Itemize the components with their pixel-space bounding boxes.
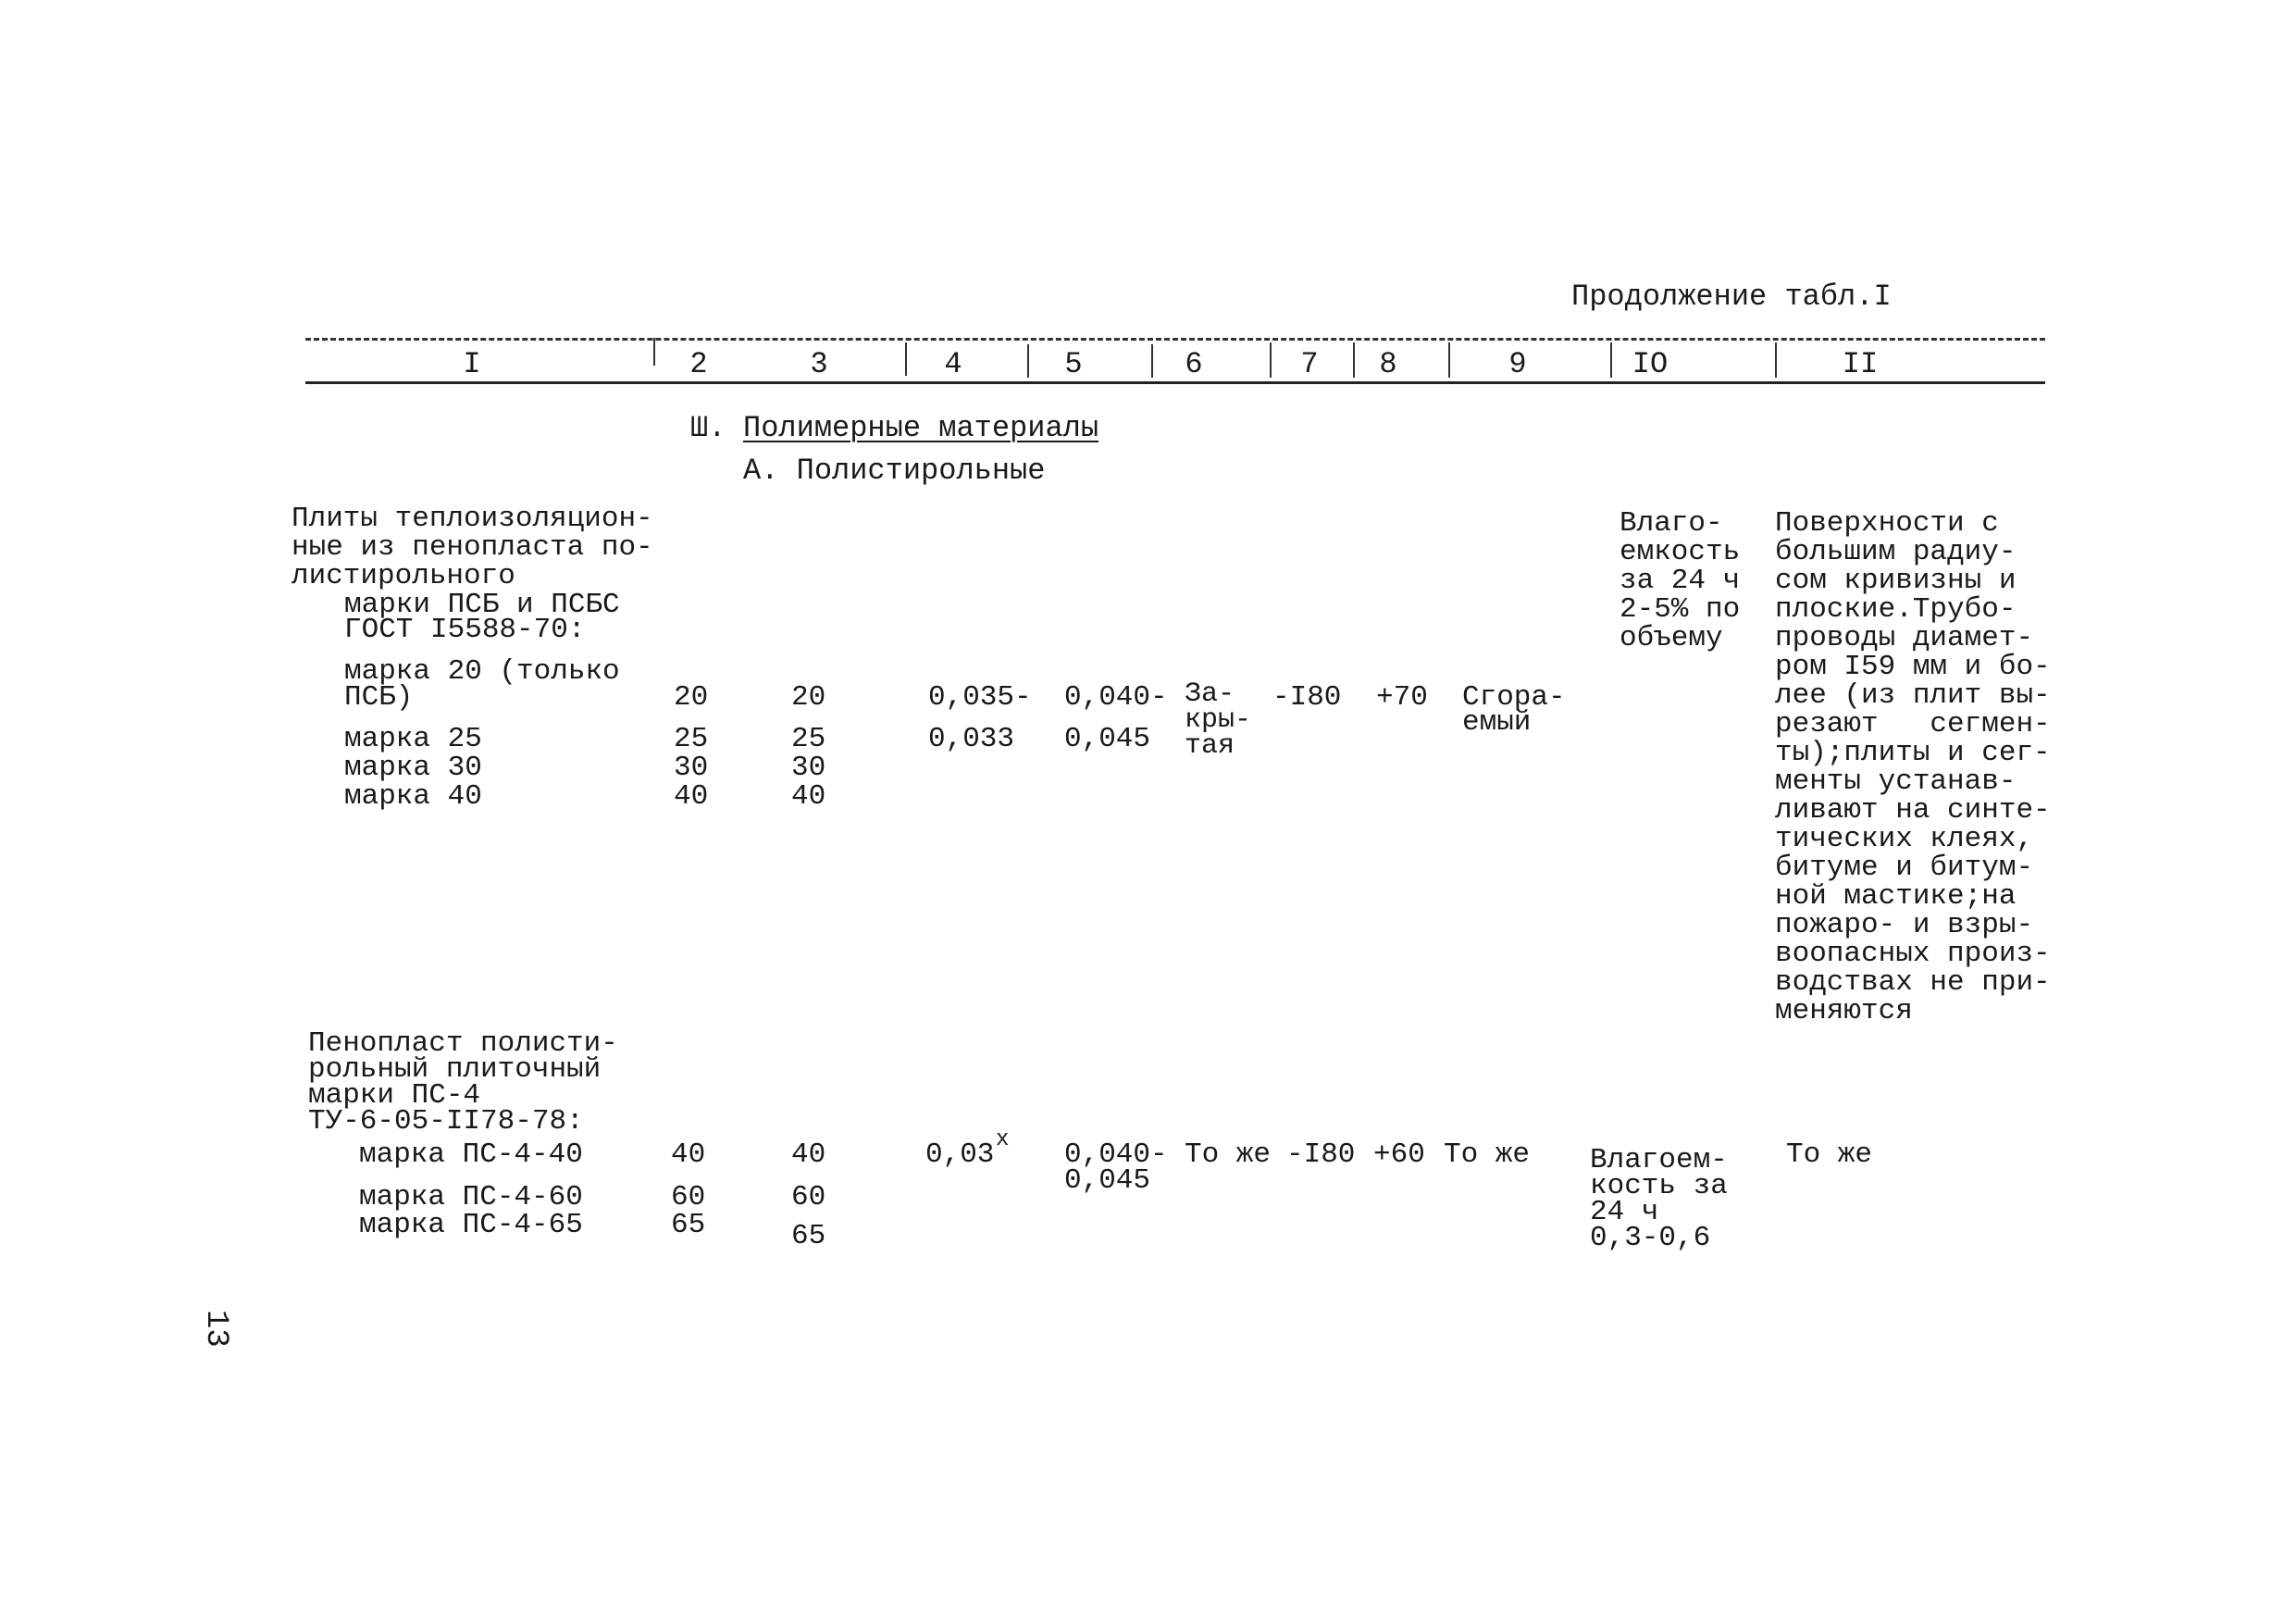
page-number: 13 xyxy=(198,1310,233,1348)
note-line: большим радиу- xyxy=(1775,536,2017,568)
conductivity-range: 0,040- xyxy=(1064,1138,1168,1171)
grade-label: марка ПС-4-60 xyxy=(359,1181,583,1213)
material-standard: ТУ-6-05-II78-78: xyxy=(308,1105,584,1138)
grade-label: марка 30 xyxy=(344,752,482,784)
grade-label: марка 20 (только xyxy=(344,655,620,688)
col-sep xyxy=(1151,344,1153,378)
note-line: Поверхности с xyxy=(1775,507,1999,540)
col-header-6: 6 xyxy=(1185,347,1203,381)
porosity-type: То же xyxy=(1185,1138,1272,1171)
col-header-8: 8 xyxy=(1379,347,1397,381)
col3-value: 65 xyxy=(791,1220,826,1252)
material-name: рольный плиточный xyxy=(308,1053,602,1086)
col-sep xyxy=(1353,342,1355,378)
col-sep xyxy=(1027,344,1029,378)
col-header-11: II xyxy=(1842,347,1879,381)
density-value: 60 xyxy=(671,1181,706,1213)
note-line: пожаро- и взры- xyxy=(1775,909,2034,941)
porosity-type: тая xyxy=(1185,730,1235,762)
moisture-capacity: емкость xyxy=(1620,536,1741,568)
note-line: воопасных произ- xyxy=(1775,938,2051,970)
col3-value: 20 xyxy=(791,681,826,714)
note-line: сом кривизны и xyxy=(1775,565,2017,597)
density-value: 40 xyxy=(674,780,709,813)
note-line: битуме и битум- xyxy=(1775,852,2034,884)
material-name: Плиты теплоизоляцион- xyxy=(292,503,653,535)
grade-label: ПСБ) xyxy=(344,681,414,714)
flammability: То же xyxy=(1444,1138,1531,1171)
col3-value: 30 xyxy=(791,752,826,784)
moisture-capacity: 0,3-0,6 xyxy=(1590,1222,1711,1254)
note-line: меняются xyxy=(1775,995,1913,1027)
material-name: ные из пенопласта по- xyxy=(292,531,653,564)
note-line: плоские.Трубо- xyxy=(1775,593,2017,626)
moisture-capacity: 2-5% по xyxy=(1620,593,1741,626)
col-header-2: 2 xyxy=(689,347,708,381)
col-header-5: 5 xyxy=(1064,347,1083,381)
section-number: Ш. xyxy=(690,411,726,445)
col3-value: 40 xyxy=(791,1138,826,1171)
conductivity-range: 0,045 xyxy=(1064,723,1151,755)
col-header-1: I xyxy=(463,347,481,381)
grade-label: марка ПС-4-40 xyxy=(359,1138,583,1171)
col-sep xyxy=(1610,342,1612,378)
moisture-capacity: 24 ч xyxy=(1590,1196,1659,1228)
moisture-capacity: за 24 ч xyxy=(1620,565,1741,597)
conductivity-range: 0,045 xyxy=(1064,1164,1151,1197)
col-header-10: IO xyxy=(1632,347,1669,381)
col-header-9: 9 xyxy=(1508,347,1527,381)
conductivity-value: 0,03 xyxy=(925,1138,995,1171)
porosity-type: кры- xyxy=(1185,704,1252,736)
section-title: Полимерные материалы xyxy=(743,411,1099,445)
col-header-3: 3 xyxy=(810,347,828,381)
note-line: ром I59 мм и бо- xyxy=(1775,651,2051,683)
note-line: проводы диамет- xyxy=(1775,622,2034,654)
moisture-capacity: Влагоем- xyxy=(1590,1144,1728,1176)
material-name: Пенопласт полисти- xyxy=(308,1027,618,1060)
header-bottom-rule xyxy=(305,381,2045,384)
header-top-rule xyxy=(305,338,2045,341)
flammability: емый xyxy=(1462,706,1532,739)
col3-value: 40 xyxy=(791,780,826,813)
note-line: ной мастике;на xyxy=(1775,880,2017,913)
porosity-type: За- xyxy=(1185,678,1235,710)
min-temperature: -I80 xyxy=(1286,1138,1356,1171)
section-subtitle: А. Полистирольные xyxy=(743,454,1046,488)
note-line: ты);плиты и сег- xyxy=(1775,737,2051,769)
moisture-capacity: кость за xyxy=(1590,1170,1728,1202)
material-name: листирольного xyxy=(292,560,515,592)
density-value: 40 xyxy=(671,1138,706,1171)
col3-value: 25 xyxy=(791,723,826,755)
min-temperature: -I80 xyxy=(1272,681,1342,714)
grade-label: марка 40 xyxy=(344,780,482,813)
density-value: 20 xyxy=(674,681,709,714)
col-sep xyxy=(1448,342,1450,378)
col-sep xyxy=(1775,342,1777,378)
density-value: 25 xyxy=(674,723,709,755)
max-temperature: +60 xyxy=(1373,1138,1425,1171)
grade-label: марка 25 xyxy=(344,723,482,755)
material-name: марки ПС-4 xyxy=(308,1079,481,1112)
col-sep xyxy=(1270,342,1272,378)
moisture-capacity: объему xyxy=(1620,622,1723,654)
application-notes: То же xyxy=(1786,1138,1873,1171)
density-value: 65 xyxy=(671,1209,706,1241)
note-line: ливают на синте- xyxy=(1775,794,2051,827)
note-line: менты устанав- xyxy=(1775,765,2017,798)
footnote-mark: x xyxy=(996,1127,1010,1152)
note-line: водствах не при- xyxy=(1775,966,2051,999)
note-line: тических клеях, xyxy=(1775,823,2034,855)
max-temperature: +70 xyxy=(1376,681,1428,714)
conductivity-range: 0,035- xyxy=(928,681,1032,714)
col-sep xyxy=(653,338,655,366)
col-sep xyxy=(905,342,907,376)
flammability: Сгора- xyxy=(1462,681,1566,714)
conductivity-range: 0,040- xyxy=(1064,681,1168,714)
continuation-label: Продолжение табл.I xyxy=(1571,280,1892,314)
conductivity-range: 0,033 xyxy=(928,723,1015,755)
col-header-4: 4 xyxy=(944,347,962,381)
material-name: марки ПСБ и ПСБС xyxy=(344,589,620,621)
note-line: лее (из плит вы- xyxy=(1775,679,2051,712)
col-header-7: 7 xyxy=(1300,347,1319,381)
grade-label: марка ПС-4-65 xyxy=(359,1209,583,1241)
moisture-capacity: Влаго- xyxy=(1620,507,1723,540)
col3-value: 60 xyxy=(791,1181,826,1213)
material-standard: ГОСТ I5588-70: xyxy=(344,614,586,646)
density-value: 30 xyxy=(674,752,709,784)
note-line: резают сегмен- xyxy=(1775,708,2051,740)
